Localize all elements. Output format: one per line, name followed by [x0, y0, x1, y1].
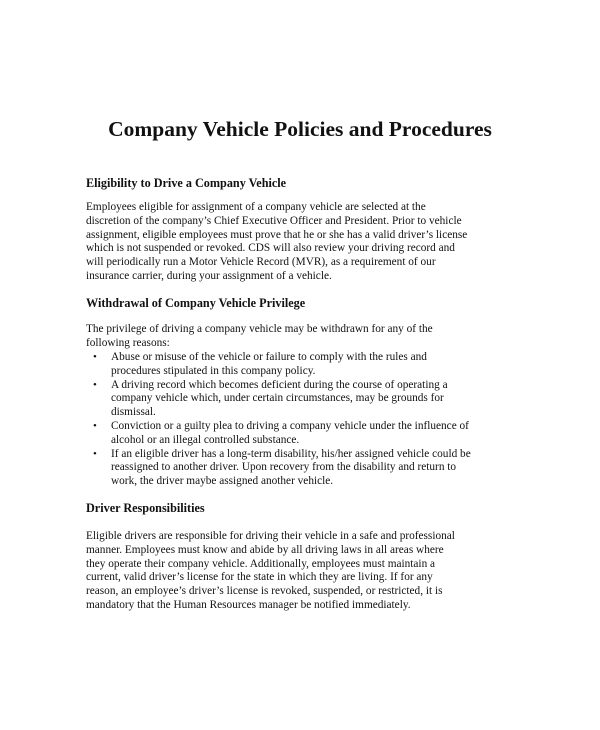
- paragraph-line: insurance carrier, during your assignment of a vehicle.: [86, 269, 332, 282]
- document-title: Company Vehicle Policies and Procedures: [108, 117, 492, 141]
- paragraph-line: mandatory that the Human Resources manager be notified immediately.: [86, 598, 411, 611]
- paragraph-line: reason, an employee’s driver’s license is revoked, suspended, or restricted, it is: [86, 585, 443, 598]
- list-item-line: If an eligible driver has a long-term disability, his/her assigned vehicle could be: [111, 447, 471, 460]
- eligibility-paragraph: [86, 201, 467, 284]
- paragraph-line: will periodically run a Motor Vehicle Record (MVR), as a requirement of our: [86, 256, 436, 269]
- list-item-line: reassigned to another driver. Upon recovery from the disability and return to: [111, 461, 457, 474]
- bullet-icon: •: [93, 447, 97, 460]
- paragraph-line: manner. Employees must know and abide by all driving laws in all areas where: [86, 543, 444, 556]
- paragraph-line: Employees eligible for assignment of a company vehicle are selected at the: [86, 201, 426, 213]
- section-heading-driver-responsibilities: Driver Responsibilities: [86, 501, 205, 515]
- list-item-line: procedures stipulated in this company policy.: [111, 364, 316, 377]
- bullet-icon: •: [93, 378, 97, 391]
- list-item-line: alcohol or an illegal controlled substance.: [111, 433, 300, 446]
- list-item-line: company vehicle which, under certain circumstances, may be grounds for: [111, 392, 444, 405]
- paragraph-line: discretion of the company’s Chief Executive Officer and President. Prior to vehicle: [86, 214, 462, 227]
- list-item-line: A driving record which becomes deficient during the course of operating a: [111, 378, 448, 391]
- paragraph-line: current, valid driver’s license for the state in which they are living. If for any: [86, 571, 433, 584]
- paragraph-line: The privilege of driving a company vehicle may be withdrawn for any of the: [86, 323, 433, 335]
- list-item-line: Conviction or a guilty plea to driving a company vehicle under the influence of: [111, 419, 469, 432]
- list-item: [86, 448, 471, 489]
- withdrawal-reasons-list: [86, 351, 471, 489]
- paragraph-line: following reasons:: [86, 336, 170, 349]
- list-item: [86, 420, 471, 448]
- paragraph-line: they operate their company vehicle. Additionally, employees must maintain a: [86, 557, 436, 570]
- driver-responsibilities-paragraph: [86, 530, 455, 613]
- bullet-icon: •: [93, 351, 97, 363]
- paragraph-line: Eligible drivers are responsible for driving their vehicle in a safe and professional: [86, 530, 455, 542]
- withdrawal-intro-paragraph: [86, 323, 433, 351]
- paragraph-line: which is not suspended or revoked. CDS will also review your driving record and: [86, 242, 455, 255]
- list-item-line: work, the driver maybe assigned another vehicle.: [111, 475, 334, 488]
- list-item-line: dismissal.: [111, 406, 156, 419]
- section-heading-withdrawal: Withdrawal of Company Vehicle Privilege: [86, 296, 306, 310]
- list-item-line: Abuse or misuse of the vehicle or failure to comply with the rules and: [111, 351, 427, 363]
- list-item: [86, 379, 471, 420]
- paragraph-line: assignment, eligible employees must prove that he or she has a valid driver’s license: [86, 228, 468, 241]
- list-item: [86, 351, 471, 379]
- section-heading-eligibility: Eligibility to Drive a Company Vehicle: [86, 176, 287, 190]
- bullet-icon: •: [93, 419, 97, 432]
